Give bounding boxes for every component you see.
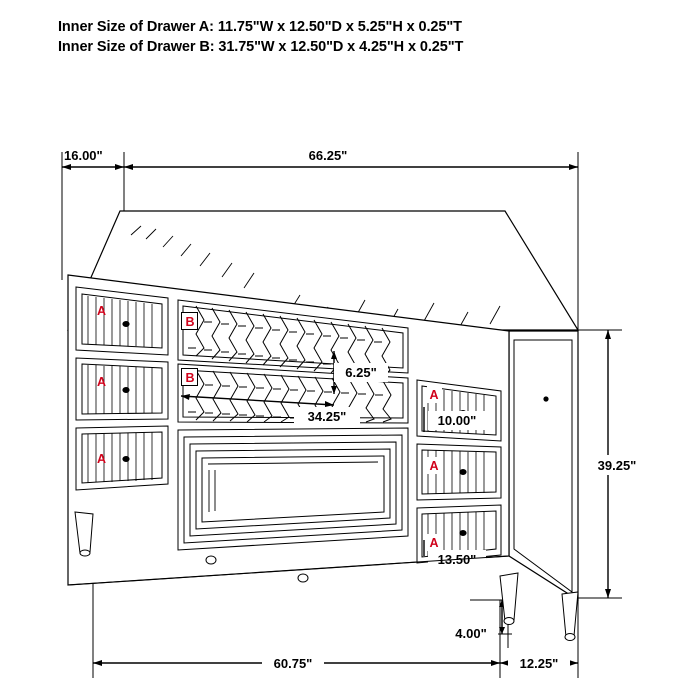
- dim-bottom-right-label: 12.25": [519, 656, 559, 671]
- drawer-center-b1-label: B: [185, 315, 195, 329]
- drawer-left-2-knob-icon[interactable]: [122, 387, 129, 393]
- drawer-right-2-knob-icon[interactable]: [459, 469, 466, 475]
- drawer-left-2-label: A: [97, 375, 107, 389]
- dim-top-left-label: 16.00": [64, 148, 103, 163]
- dim-bottom-width-label: 60.75": [273, 656, 313, 671]
- drawer-left-3-label: A: [97, 452, 107, 466]
- dim-top-width: [124, 148, 578, 170]
- spec-line-drawer-a: Inner Size of Drawer A: 11.75"W x 12.50"D x 5.25"H x 0.25"T: [58, 19, 462, 35]
- side-panel-screw-icon: [543, 396, 548, 401]
- left-drawer-column: [76, 287, 168, 490]
- dim-inner-34-25-label: 34.25": [307, 409, 347, 424]
- dim-inner-13-50-label: 13.50": [437, 552, 477, 567]
- dim-right-height-label: 39.25": [597, 458, 637, 473]
- drawer-left-1-knob-icon[interactable]: [122, 321, 129, 327]
- dim-inner-6-25-label: 6.25": [345, 365, 377, 380]
- leg-right-rear: [562, 592, 578, 637]
- dim-inner-10-00-label: 10.00": [437, 413, 477, 428]
- dim-bottom-right: [500, 655, 578, 673]
- dim-right-height: [592, 330, 642, 598]
- dim-top-left: [62, 148, 124, 170]
- drawer-right-3-label: A: [429, 536, 439, 550]
- dim-top-width-label: 66.25": [308, 148, 348, 163]
- drawer-left-3-knob-icon[interactable]: [122, 456, 129, 462]
- drawer-center-b2-label: B: [185, 371, 195, 385]
- fireplace-glass: [202, 456, 384, 522]
- center-foot-left: [206, 556, 216, 564]
- drawer-right-3-knob-icon[interactable]: [459, 530, 466, 536]
- drawer-right-2-label: A: [429, 459, 439, 473]
- leg-right-front: [500, 573, 518, 621]
- right-drawer-column: [417, 380, 501, 569]
- drawer-right-1-label: A: [429, 388, 439, 402]
- spec-line-drawer-b: Inner Size of Drawer B: 31.75"W x 12.50"D x 4.25"H x 0.25"T: [58, 39, 464, 55]
- center-foot-mid: [298, 574, 308, 582]
- dim-bottom-width: [93, 655, 500, 673]
- drawer-left-1-label: A: [97, 304, 107, 318]
- dresser-right-side-panel: [509, 331, 578, 600]
- dim-leg-height: [444, 600, 505, 642]
- dim-leg-height-label: 4.00": [455, 626, 487, 641]
